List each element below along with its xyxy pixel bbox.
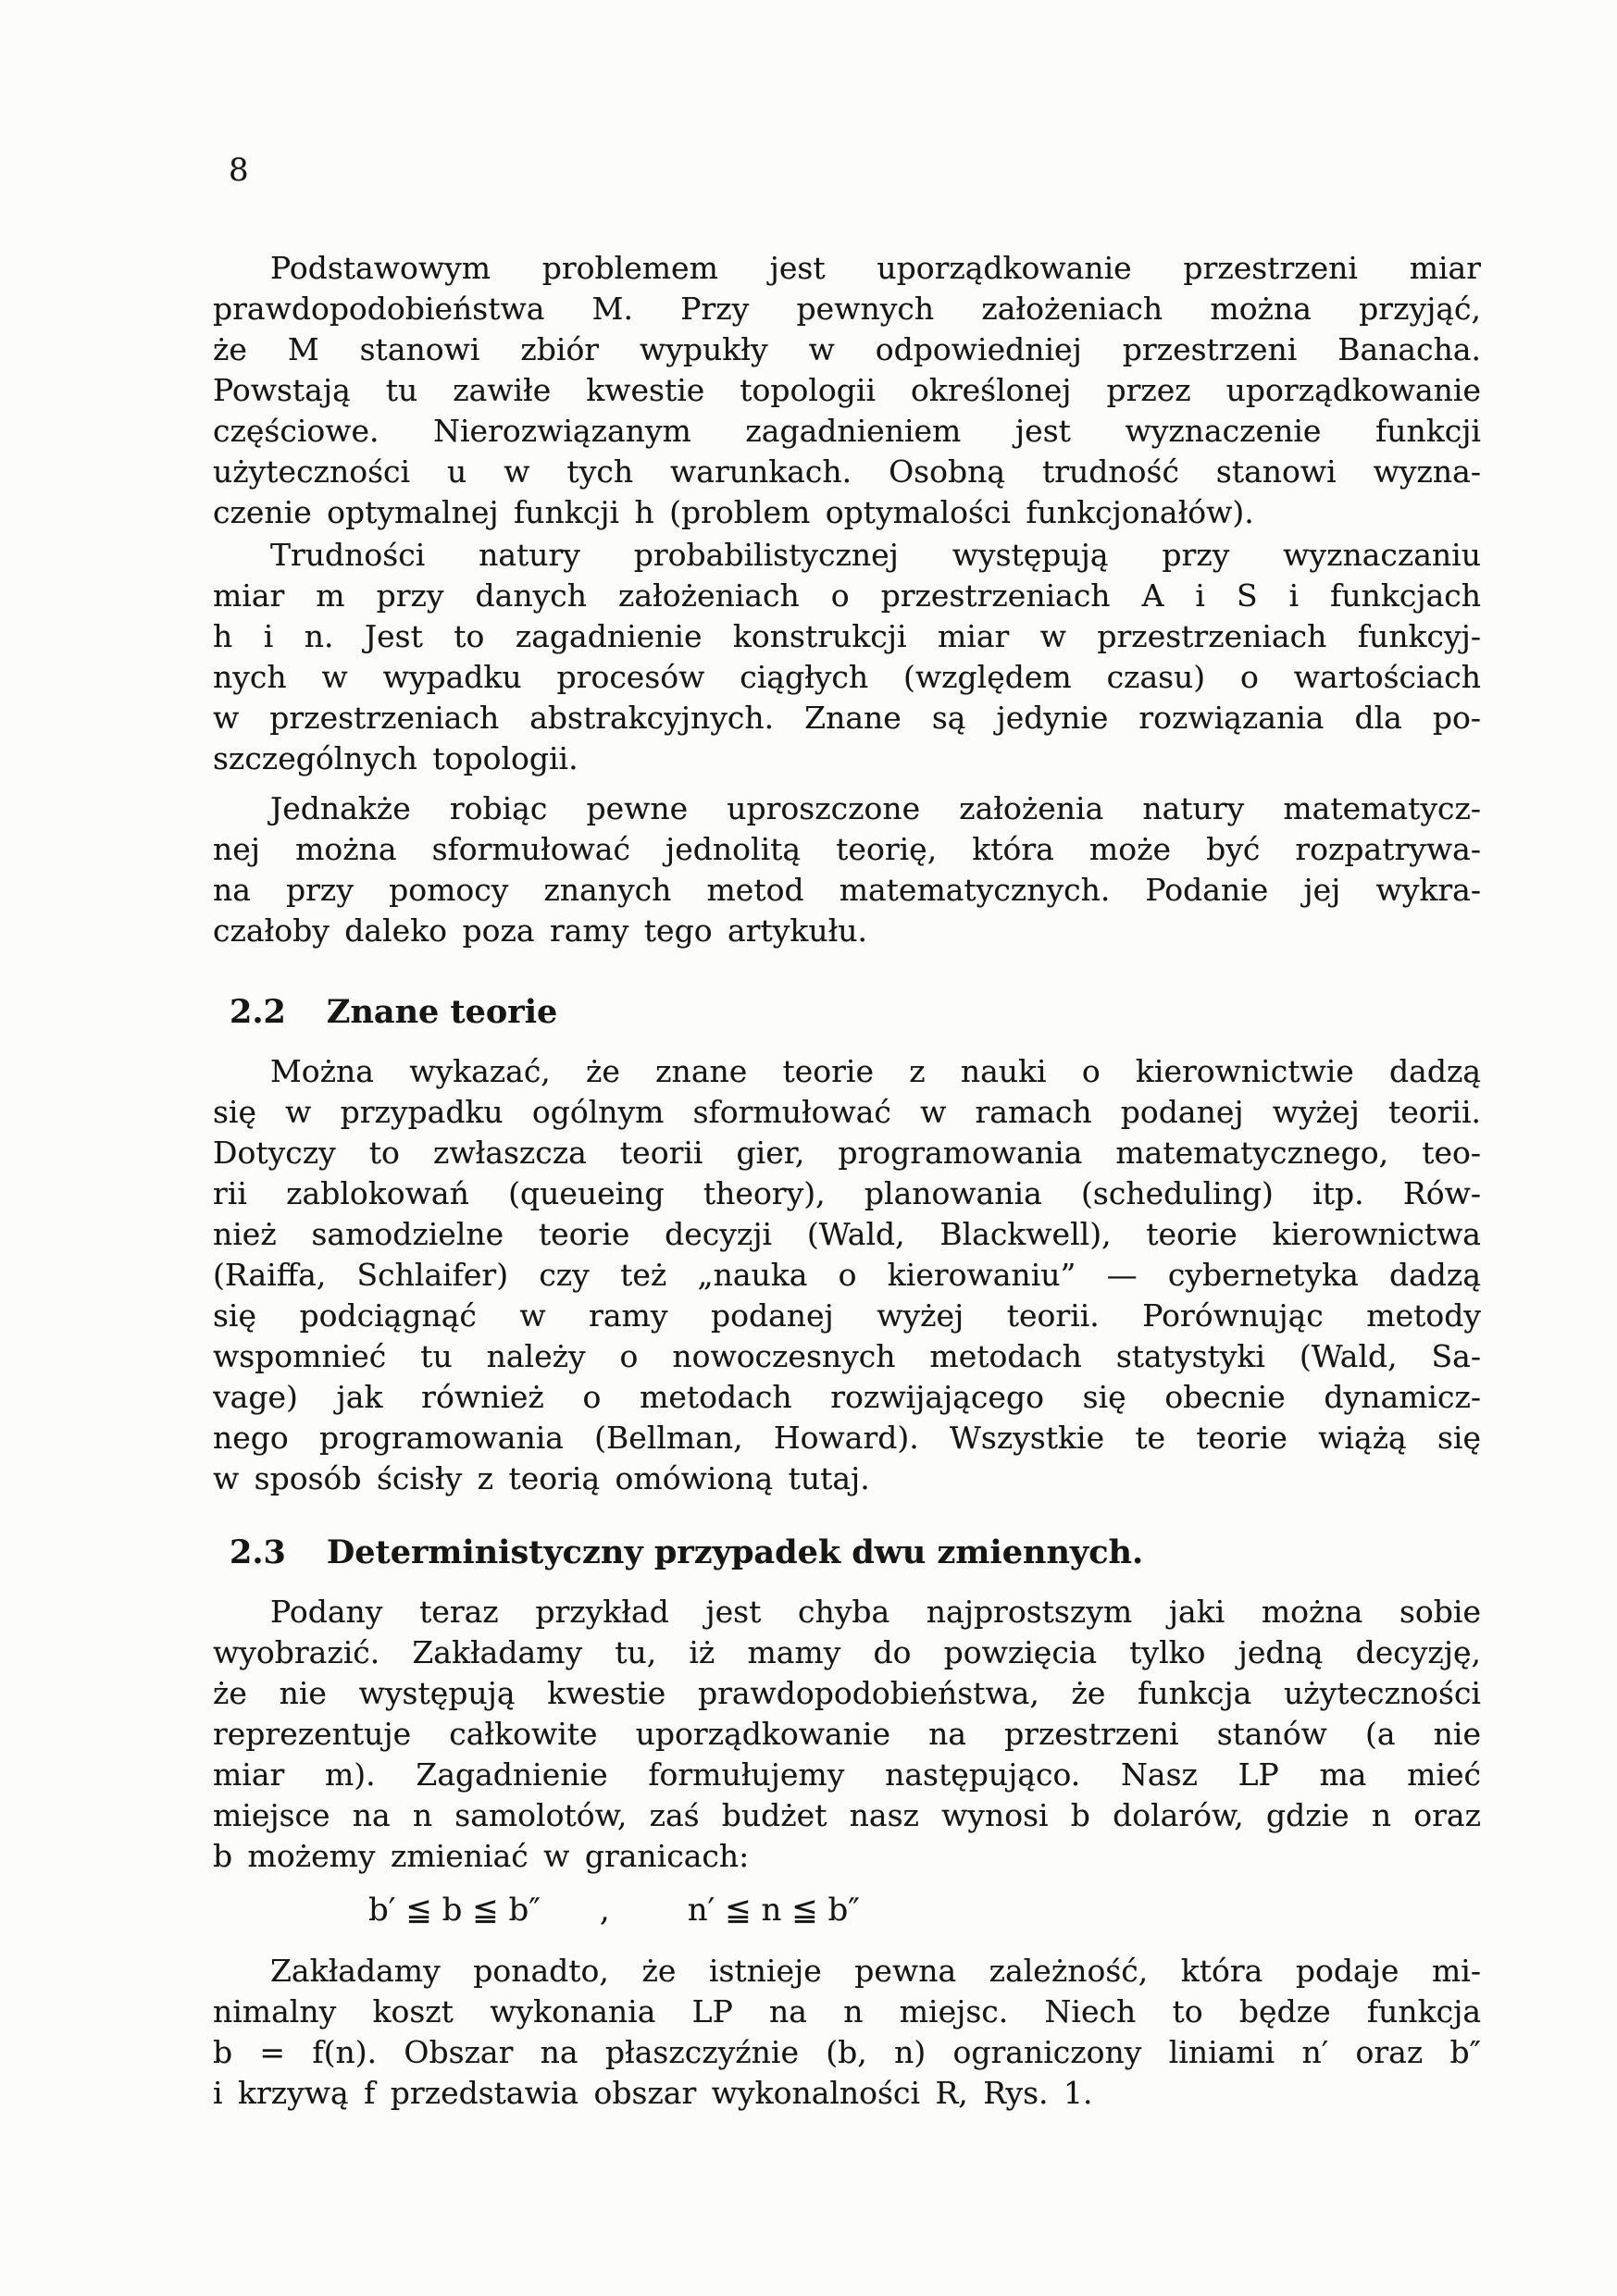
text-line: się podciągnąć w ramy podanej wyżej teorii. Porównując metody bbox=[213, 1297, 1481, 1334]
section-heading-2-2 bbox=[213, 992, 1498, 1033]
paragraph-5 bbox=[213, 1592, 1481, 1877]
text-line: Podany teraz przykład jest chyba najprostszym jaki można sobie bbox=[270, 1594, 1481, 1630]
text-line: Trudności natury probabilistycznej występują przy wyznaczaniu bbox=[270, 537, 1481, 573]
text-line: h i n. Jest to zagadnienie konstrukcji miar w przestrzeniach funkcyj- bbox=[213, 618, 1481, 654]
text-line: b = f(n). Obszar na płaszczyźnie (b, n) ograniczony liniami n′ oraz b″ bbox=[213, 2034, 1481, 2070]
text-line: Podstawowym problemem jest uporządkowanie przestrzeni miar bbox=[270, 250, 1481, 286]
text-line: czenie optymalnej funkcji h (problem optymalości funkcjonałów). bbox=[213, 494, 1254, 530]
text-line: na przy pomocy znanych metod matematycznych. Podanie jej wykra- bbox=[213, 872, 1481, 908]
text-line: Jednakże robiąc pewne uproszczone założenia natury matematycz- bbox=[270, 790, 1481, 826]
text-line: miejsce na n samolotów, zaś budżet nasz wynosi b dolarów, gdzie n oraz bbox=[213, 1797, 1481, 1833]
paragraph-2 bbox=[213, 535, 1481, 779]
text-line: nież samodzielne teorie decyzji (Wald, Blackwell), teorie kierownictwa bbox=[213, 1216, 1481, 1252]
formula-right-inequality: n′ ≦ n ≦ b″ bbox=[687, 1892, 860, 1929]
text-line: prawdopodobieństwa M. Przy pewnych założeniach można przyjąć, bbox=[213, 291, 1481, 327]
page-number: 8 bbox=[229, 152, 249, 189]
text-line: że nie występują kwestie prawdopodobieństwa, że funkcja użyteczności bbox=[213, 1675, 1481, 1711]
text-line: szczególnych topologii. bbox=[213, 740, 578, 776]
section-heading-2-3 bbox=[213, 1533, 1498, 1573]
text-line: Powstają tu zawiłe kwestie topologii określonej przez uporządkowanie bbox=[213, 372, 1481, 408]
text-line: Można wykazać, że znane teorie z nauki o kierownictwie dadzą bbox=[270, 1053, 1481, 1089]
text-line: w sposób ścisły z teorią omówioną tutaj. bbox=[213, 1460, 870, 1496]
text-line: wspomnieć tu należy o nowoczesnych metodach statystyki (Wald, Sa- bbox=[213, 1338, 1481, 1374]
text-line: i krzywą f przedstawia obszar wykonalności R, Rys. 1. bbox=[213, 2075, 1093, 2111]
text-line: nimalny koszt wykonania LP na n miejsc. Niech to będze funkcja bbox=[213, 1993, 1481, 2029]
text-line: użyteczności u w tych warunkach. Osobną trudność stanowi wyzna- bbox=[213, 453, 1481, 490]
text-line: się w przypadku ogólnym sformułować w ramach podanej wyżej teorii. bbox=[213, 1094, 1481, 1130]
formula-left-inequality: b′ ≦ b ≦ b″ bbox=[368, 1892, 541, 1929]
text-line: Dotyczy to zwłaszcza teorii gier, programowania matematycznego, teo- bbox=[213, 1135, 1481, 1171]
paragraph-4 bbox=[213, 1051, 1481, 1499]
text-line: (Raiffa, Schlaifer) czy też „nauka o kierowaniu” — cybernetyka dadzą bbox=[213, 1257, 1481, 1293]
paragraph-1 bbox=[213, 248, 1481, 533]
heading-title: Deterministyczny przypadek dwu zmiennych. bbox=[326, 1533, 1144, 1571]
text-line: nej można sformułować jednolitą teorię, która może być rozpatrywa- bbox=[213, 831, 1481, 867]
text-line: że M stanowi zbiór wypukły w odpowiedniej przestrzeni Banacha. bbox=[213, 331, 1481, 367]
text-line: częściowe. Nierozwiązanym zagadnieniem jest wyznaczenie funkcji bbox=[213, 413, 1481, 449]
text-line: nego programowania (Bellman, Howard). Wszystkie te teorie wiążą się bbox=[213, 1420, 1481, 1456]
text-line: b możemy zmieniać w granicach: bbox=[213, 1838, 750, 1874]
text-line: miar m). Zagadnienie formułujemy następująco. Nasz LP ma mieć bbox=[213, 1756, 1481, 1793]
heading-number: 2.2 bbox=[230, 993, 286, 1031]
heading-title: Znane teorie bbox=[326, 993, 558, 1031]
text-line: wyobrazić. Zakładamy tu, iż mamy do powzięcia tylko jedną decyzję, bbox=[213, 1634, 1481, 1670]
heading-number: 2.3 bbox=[230, 1533, 286, 1571]
text-line: czałoby daleko poza ramy tego artykułu. bbox=[213, 912, 868, 949]
paragraph-3 bbox=[213, 788, 1481, 951]
inequality-formula bbox=[213, 1890, 1617, 1930]
text-line: nych w wypadku procesów ciągłych (względem czasu) o wartościach bbox=[213, 659, 1481, 695]
text-line: Zakładamy ponadto, że istnieje pewna zależność, która podaje mi- bbox=[270, 1953, 1481, 1989]
paragraph-6 bbox=[213, 1951, 1481, 2114]
text-line: reprezentuje całkowite uporządkowanie na przestrzeni stanów (a nie bbox=[213, 1716, 1481, 1752]
text-line: miar m przy danych założeniach o przestrzeniach A i S i funkcjach bbox=[213, 577, 1481, 614]
text-line: w przestrzeniach abstrakcyjnych. Znane są jedynie rozwiązania dla po- bbox=[213, 700, 1481, 736]
text-line: rii zablokowań (queueing theory), planowania (scheduling) itp. Rów- bbox=[213, 1175, 1481, 1211]
text-line: vage) jak również o metodach rozwijającego się obecnie dynamicz- bbox=[213, 1379, 1481, 1415]
formula-comma: , bbox=[599, 1892, 610, 1929]
